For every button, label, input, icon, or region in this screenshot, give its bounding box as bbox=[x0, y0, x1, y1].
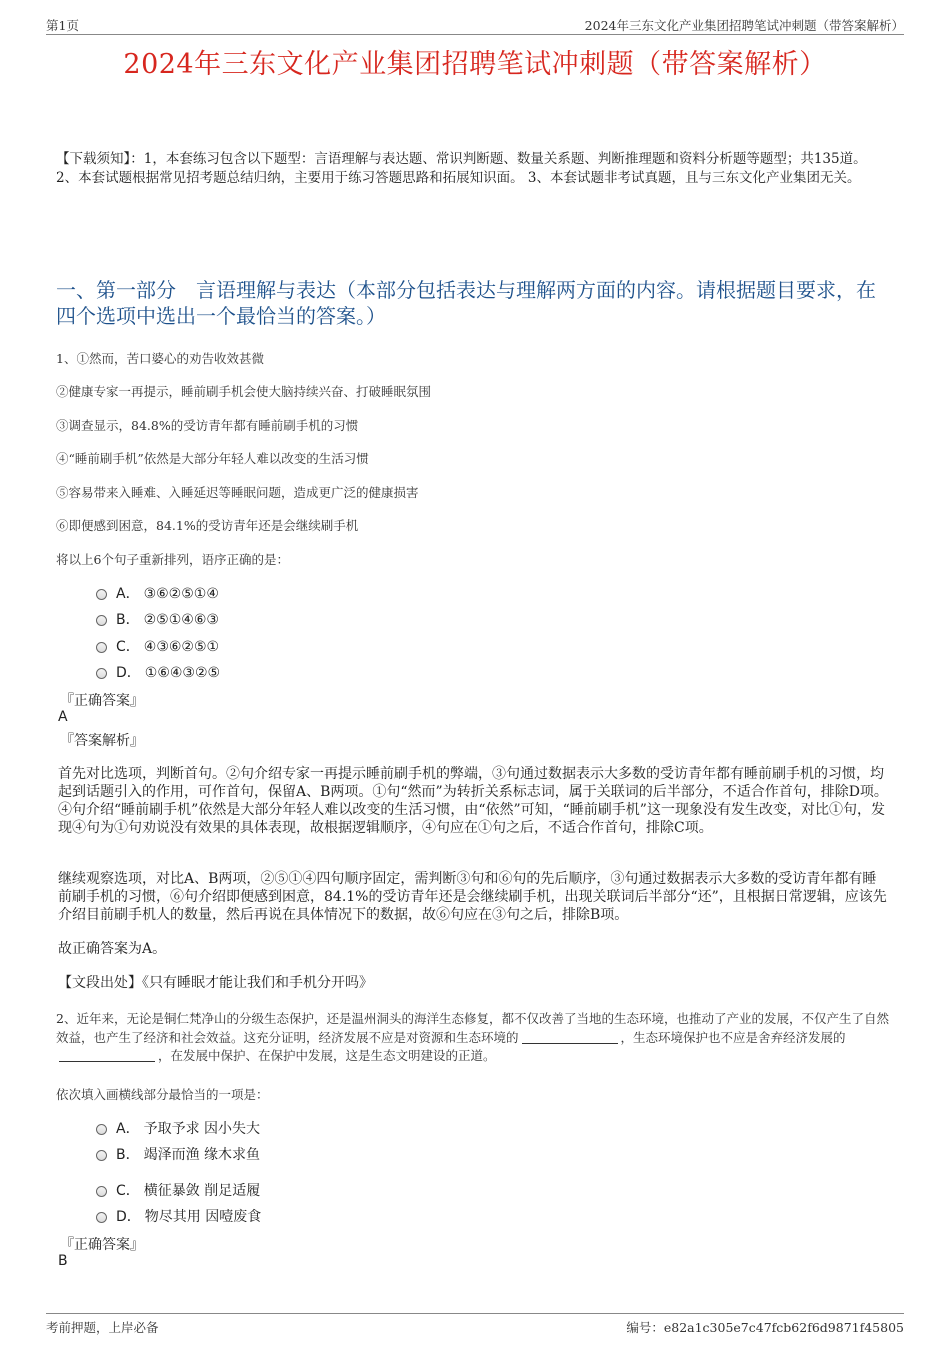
radio-icon[interactable] bbox=[96, 1124, 107, 1135]
q1-sentence-6: ⑥即便感到困意，84.1%的受访青年还是会继续刷手机 bbox=[56, 518, 359, 533]
q2-answer: B bbox=[58, 1253, 68, 1269]
q1-option-b[interactable]: B． ②⑤①④⑥③ bbox=[96, 609, 219, 629]
radio-icon[interactable] bbox=[96, 589, 107, 600]
page-number: 第1页 bbox=[46, 18, 79, 33]
q1-option-d[interactable]: D． ①⑥④③②⑤ bbox=[96, 662, 220, 682]
q1-option-a[interactable]: A． ③⑥②⑤①④ bbox=[96, 583, 219, 603]
q1-analysis-para-3: 故正确答案为A。 bbox=[58, 941, 167, 957]
radio-icon[interactable] bbox=[96, 615, 107, 626]
q1-option-c[interactable]: C． ④③⑥②⑤① bbox=[96, 636, 219, 656]
radio-icon[interactable] bbox=[96, 1150, 107, 1161]
q2-option-d[interactable]: D． 物尽其用 因噎废食 bbox=[96, 1206, 261, 1226]
source-title: 《只有睡眠才能让我们和手机分开吗》 bbox=[142, 975, 373, 991]
radio-icon[interactable] bbox=[96, 642, 107, 653]
q1-sentence-2: ②健康专家一再提示，睡前刷手机会使大脑持续兴奋、打破睡眠氛围 bbox=[56, 384, 432, 399]
download-notice bbox=[56, 150, 892, 188]
notice-text: ：1，本套练习包含以下题型：言语理解与表达题、常识判断题、数量关系题、判断推理题和资料分析题等题型；共135道。 2、本套试题根据常见招考题总结归纳，主要用于练习答题思路和拓展知识面。 3、本套试题非考试真题，且与三东文化产业集团无关。 bbox=[56, 151, 867, 186]
q1-sentence-5: ⑤容易带来入睡难、入睡延迟等睡眠问题，造成更广泛的健康损害 bbox=[56, 485, 419, 500]
page-header bbox=[46, 14, 904, 35]
q2-prompt: 依次填入画横线部分最恰当的一项是： bbox=[56, 1087, 269, 1102]
q1-analysis-label: 『答案解析』 bbox=[60, 733, 144, 749]
footer-doc-id: 编号：e82a1c305e7c47fcb62f6d9871f45805 bbox=[626, 1320, 904, 1335]
q1-sentence-1: 1、①然而，苦口婆心的劝告收效甚微 bbox=[56, 351, 264, 366]
radio-icon[interactable] bbox=[96, 1212, 107, 1223]
q1-prompt: 将以上6个句子重新排列，语序正确的是： bbox=[56, 552, 289, 567]
footer-slogan: 考前押题，上岸必备 bbox=[46, 1320, 159, 1335]
radio-icon[interactable] bbox=[96, 668, 107, 679]
q1-answer: A bbox=[58, 709, 68, 725]
header-doc-title: 2024年三东文化产业集团招聘笔试冲刺题（带答案解析） bbox=[584, 18, 904, 33]
q1-answer-label: 『正确答案』 bbox=[60, 693, 144, 709]
q2-stem: 2、近年来，无论是铜仁梵净山的分级生态保护，还是温州洞头的海洋生态修复，都不仅改善了当地的生态环境，也推动了产业的发展，不仅产生了自然效益，也产生了经济和社会效益。这充分证明，经济发展不应是对资源和生态环境的 ，生态环境保护也不应是舍弃经济发展的，在发展中保护、在保护中发展，这是生态文明建设的正道。 bbox=[56, 1011, 889, 1063]
fill-blank-1 bbox=[522, 1031, 618, 1044]
fill-blank-2 bbox=[59, 1049, 155, 1062]
q1-sentence-3: ③调查显示，84.8%的受访青年都有睡前刷手机的习惯 bbox=[56, 418, 359, 433]
q2-option-b[interactable]: B． 竭泽而渔 缘木求鱼 bbox=[96, 1144, 260, 1164]
q2-option-a[interactable]: A． 予取予求 因小失大 bbox=[96, 1118, 260, 1138]
page-footer bbox=[46, 1313, 904, 1334]
document-title: 2024年三东文化产业集团招聘笔试冲刺题（带答案解析） bbox=[123, 49, 827, 80]
q1-analysis-para-1: 首先对比选项，判断首句。②句介绍专家一再提示睡前刷手机的弊端，③句通过数据表示大多数的受访青年都有睡前刷手机的习惯，均起到话题引入的作用，可作首句，保留A、B两项。①句“然而”为转折关系标志词，属于关联词的后半部分，不适合作首句，排除D项。④句介绍“睡前刷手机”依然是大部分年轻人难以改变的生活习惯，由“依然”可知，“睡前刷手机”这一现象没有发生改变，对比①句，发现④句为①句劝说没有效果的具体表现，故根据逻辑顺序，④句应在①句之后，不适合作首句，排除C项。 bbox=[58, 766, 888, 836]
q1-analysis-para-2: 继续观察选项，对比A、B两项，②⑤①④四句顺序固定，需判断③句和⑥句的先后顺序，③句通过数据表示大多数的受访青年都有睡前刷手机的习惯，⑥句介绍即便感到困意，84.1%的受访青年还是会继续刷手机，出现关联词后半部分“还”，且根据日常逻辑，应该先介绍目前刷手机人的数量，然后再说在具体情况下的数据，故⑥句应在③句之后，排除B项。 bbox=[58, 871, 887, 923]
source-label: 【文段出处】 bbox=[58, 975, 142, 991]
radio-icon[interactable] bbox=[96, 1186, 107, 1197]
q1-sentence-4: ④“睡前刷手机”依然是大部分年轻人难以改变的生活习惯 bbox=[56, 451, 369, 466]
section-heading: 一、第一部分 言语理解与表达（本部分包括表达与理解两方面的内容。请根据题目要求，在四个选项中选出一个最恰当的答案。） bbox=[56, 278, 876, 328]
q2-option-c[interactable]: C． 横征暴敛 削足适履 bbox=[96, 1180, 260, 1200]
notice-label: 【下载须知】 bbox=[56, 151, 131, 167]
q2-answer-label: 『正确答案』 bbox=[60, 1237, 144, 1253]
q1-source bbox=[58, 974, 888, 992]
